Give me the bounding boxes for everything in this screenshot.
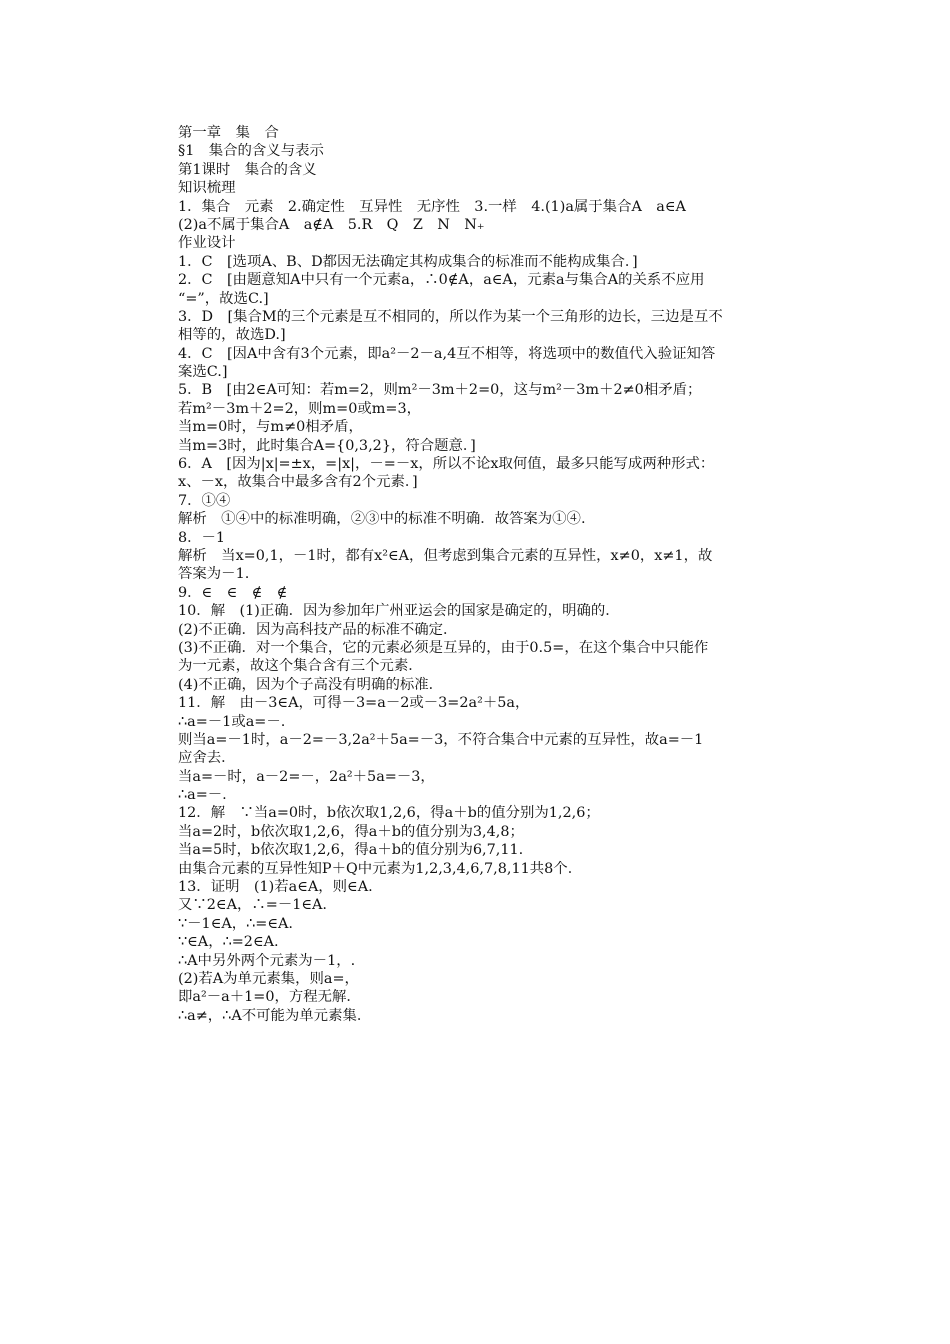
text-line: 当a=－时，a－2=－，2a²＋5a=－3， — [178, 768, 435, 785]
text-line: 7．①④ — [178, 492, 231, 509]
text-line: x、－x，故集合中最多含有2个元素．] — [178, 474, 418, 491]
text-line: “=”，故选C.] — [178, 290, 269, 307]
text-line: 解析 ①④中的标准明确，②③中的标准不明确．故答案为①④. — [178, 511, 586, 528]
text-line: (2)a不属于集合A a∉A 5.R Q Z N N₊ — [178, 216, 485, 233]
text-line: ∵∈A，∴=2∈A. — [178, 934, 279, 951]
text-line: 第1课时 集合的含义 — [178, 161, 317, 178]
text-line: ∴a≠，∴A不可能为单元素集． — [178, 1007, 372, 1024]
text-line: (4)不正确，因为个子高没有明确的标准． — [178, 676, 444, 693]
text-line: 又∵2∈A，∴=－1∈A. — [178, 897, 327, 914]
text-line: 则当a=－1时，a－2=－3,2a²＋5a=－3，不符合集合中元素的互异性，故a=－1 — [178, 731, 704, 748]
answer-text-block — [178, 124, 818, 1025]
text-line: 2．C [由题意知A中只有一个元素a，∴0∉A，a∈A，元素a与集合A的关系不应用 — [178, 272, 705, 289]
text-line: 第一章 集 合 — [178, 125, 279, 141]
text-line: 5．B [由2∈A可知：若m=2，则m²－3m＋2=0，这与m²－3m＋2≠0相矛盾； — [178, 382, 702, 399]
text-line: 相等的，故选D.] — [178, 327, 286, 344]
text-line: 当a=2时，b依次取1,2,6，得a＋b的值分别为3,4,8； — [178, 823, 524, 840]
text-line: 6．A [因为|x|=±x，=|x|，－=－x，所以不论x取何值，最多只能写成两种形式： — [178, 456, 715, 473]
text-line: 即a²－a＋1=0，方程无解． — [178, 989, 361, 1006]
text-line: 12．解 ∵当a=0时，b依次取1,2,6，得a＋b的值分别为1,2,6； — [178, 805, 600, 822]
text-line: ∴a=－1或a=－. — [178, 713, 286, 730]
text-line: 当a=5时，b依次取1,2,6，得a＋b的值分别为6,7,11. — [178, 842, 524, 859]
text-line: 若m²－3m＋2=2，则m=0或m=3， — [178, 400, 422, 417]
text-line: 10．解 (1)正确．因为参加年广州亚运会的国家是确定的，明确的． — [178, 603, 620, 620]
text-line: 11．解 由－3∈A，可得－3=a－2或－3=2a²＋5a， — [178, 695, 530, 712]
text-line: ∴A中另外两个元素为－1，. — [178, 952, 356, 969]
text-line: 8．－1 — [178, 529, 226, 546]
text-line: 解析 当x=0,1，－1时，都有x²∈A，但考虑到集合元素的互异性，x≠0，x≠1，故 — [178, 547, 713, 564]
text-line: (3)不正确．对一个集合，它的元素必须是互异的，由于0.5=，在这个集合中只能作 — [178, 639, 709, 656]
text-line: 应舍去． — [178, 750, 236, 767]
text-line: (2)不正确．因为高科技产品的标准不确定． — [178, 621, 458, 638]
text-line: ∴a=－. — [178, 787, 227, 804]
text-line: 13．证明 (1)若a∈A，则∈A. — [178, 879, 373, 896]
text-line: 为一元素，故这个集合含有三个元素． — [178, 658, 423, 675]
text-line: 1．C [选项A、B、D都因无法确定其构成集合的标准而不能构成集合．] — [178, 253, 638, 270]
text-line: (2)若A为单元素集，则a=， — [178, 970, 359, 987]
text-line: ∵－1∈A，∴=∈A. — [178, 915, 293, 932]
text-line: 当m=3时，此时集合A={0,3,2}，符合题意．] — [178, 437, 476, 454]
text-line: 案选C.] — [178, 364, 228, 381]
text-line: 作业设计 — [178, 235, 236, 252]
text-line: 1．集合 元素 2.确定性 互异性 无序性 3.一样 4.(1)a属于集合A a∈A — [178, 198, 686, 215]
text-line: 4．C [因A中含有3个元素，即a²－2－a,4互不相等，将选项中的数值代入验证知答 — [178, 345, 716, 362]
text-line: §1 集合的含义与表示 — [178, 143, 324, 160]
text-line: 知识梳理 — [178, 180, 236, 197]
text-line: 由集合元素的互异性知P＋Q中元素为1,2,3,4,6,7,8,11共8个． — [178, 860, 583, 877]
text-line: 答案为－1. — [178, 566, 250, 583]
text-line: 9．∈ ∈ ∉ ∉ — [178, 584, 288, 601]
text-line: 当m=0时，与m≠0相矛盾， — [178, 419, 363, 436]
text-line: 3．D [集合M的三个元素是互不相同的，所以作为某一个三角形的边长，三边是互不 — [178, 308, 723, 325]
